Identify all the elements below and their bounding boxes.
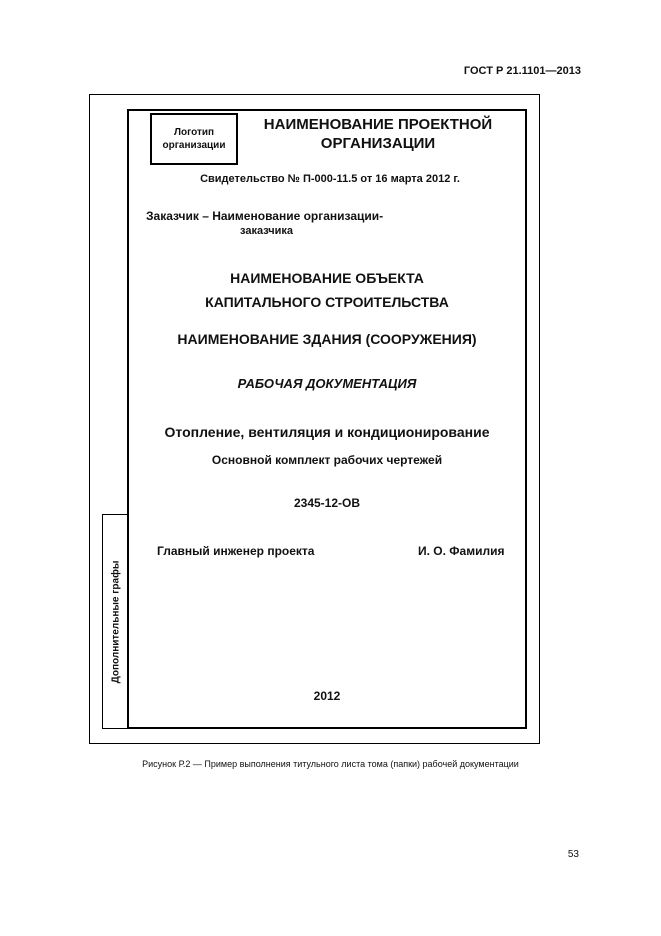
section-title: Отопление, вентиляция и кондиционирование [164,424,490,440]
object-name [127,266,527,314]
object-line-1: НАИМЕНОВАНИЕ ОБЪЕКТА [230,270,424,286]
title-sheet-inner-frame [127,109,527,729]
figure-caption: Рисунок Р.2 — Пример выполнения титульного листа тома (папки) рабочей документации [142,759,519,769]
logo-line-1: Логотип [173,127,215,138]
building-name: НАИМЕНОВАНИЕ ЗДАНИЯ (СООРУЖЕНИЯ) [177,331,477,347]
certificate: Свидетельство № П-000-11.5 от 16 марта 2012 г. [200,173,460,185]
document-code: 2345-12-ОВ [293,496,361,510]
side-label: Дополнительные графы [110,560,121,683]
organization-name [248,115,508,153]
customer-line-1: Заказчик – Наименование организации- [146,209,384,223]
customer-line-2: заказчика [240,225,294,237]
year: 2012 [313,689,341,703]
standard-header: ГОСТ Р 21.1101—2013 [463,65,581,77]
object-line-2: КАПИТАЛЬНОГО СТРОИТЕЛЬСТВА [205,294,449,310]
chief-engineer-role: Главный инженер проекта [157,544,315,558]
chief-engineer-name: И. О. Фамилия [418,544,505,558]
drawing-set: Основной комплект рабочих чертежей [211,453,443,467]
document-type: РАБОЧАЯ ДОКУМЕНТАЦИЯ [237,376,417,391]
org-line-1: НАИМЕНОВАНИЕ ПРОЕКТНОЙ [263,116,493,133]
logo-box [150,113,238,165]
org-line-2: ОРГАНИЗАЦИИ [320,135,436,152]
additional-columns-box [102,514,128,729]
page-number: 53 [567,849,579,860]
logo-line-2: организации [162,140,226,151]
